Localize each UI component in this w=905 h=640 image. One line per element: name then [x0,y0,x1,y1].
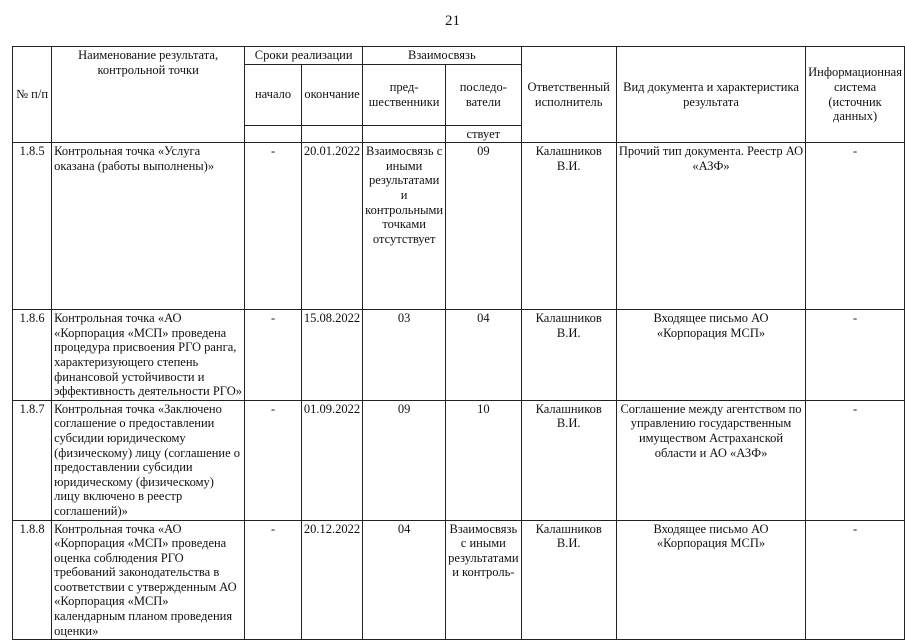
table-row [13,520,905,640]
row-predecessors: 04 [363,520,446,640]
row-end: 15.08.2022 [301,310,362,401]
row-start: - [245,143,302,310]
carry-empty-start [245,125,302,143]
table-row [13,310,905,401]
row-start: - [245,310,302,401]
header-relation: Взаимосвязь [363,47,521,65]
row-info-system: - [806,400,905,520]
row-predecessors: Взаимосвязь с иными результатами и контрольными точками отсутствует [363,143,446,310]
row-info-system: - [806,310,905,401]
table-row [13,400,905,520]
row-info-system: - [806,520,905,640]
header-name: Наименование результата, контрольной точки [52,47,245,143]
row-doc-type: Соглашение между агентством по управлению государственным имуществом Астраханской области и АО «АЗФ» [616,400,805,520]
row-name: Контрольная точка «Заключено соглашение о предоставлении субсидии юридическому (физическому) лицу (соглашение о предоставлении субсидии юридическому (физическому) лицу включено в реестр соглашений)» [52,400,245,520]
carry-empty-end [301,125,362,143]
row-name: Контрольная точка «Услуга оказана (работы выполнены)» [52,143,245,310]
row-num: 1.8.8 [13,520,52,640]
carry-empty-pred [363,125,446,143]
row-info-system: - [806,143,905,310]
row-start: - [245,520,302,640]
row-end: 20.12.2022 [301,520,362,640]
row-predecessors: 09 [363,400,446,520]
row-responsible: Калашников В.И. [521,400,616,520]
header-row-1 [13,47,905,65]
row-successors: Взаимосвязь с иными результатами и контроль- [446,520,521,640]
row-successors: 09 [446,143,521,310]
row-name: Контрольная точка «АО «Корпорация «МСП» проведена оценка соблюдения РГО требований законодательства в соответствии с утвержденным АО «Корпорация «МСП» календарным планом проведения оценки» [52,520,245,640]
row-doc-type: Входящее письмо АО «Корпорация МСП» [616,520,805,640]
row-successors: 10 [446,400,521,520]
header-predecessors: пред-шественники [363,64,446,125]
carry-over-text: ствует [446,125,521,143]
header-terms: Сроки реализации [245,47,363,65]
row-num: 1.8.7 [13,400,52,520]
header-num: № п/п [13,47,52,143]
row-responsible: Калашников В.И. [521,310,616,401]
page-number: 21 [445,13,460,29]
row-successors: 04 [446,310,521,401]
row-start: - [245,400,302,520]
header-successors: последо-ватели [446,64,521,125]
row-end: 20.01.2022 [301,143,362,310]
row-doc-type: Входящее письмо АО «Корпорация МСП» [616,310,805,401]
header-start: начало [245,64,302,125]
row-doc-type: Прочий тип документа. Реестр АО «АЗФ» [616,143,805,310]
row-name: Контрольная точка «АО «Корпорация «МСП» проведена процедура присвоения РГО ранга, характеризующего степень финансовой устойчивости и эффективность деятельности РГО» [52,310,245,401]
row-responsible: Калашников В.И. [521,143,616,310]
header-doc-type: Вид документа и характеристика результата [616,47,805,143]
row-predecessors: 03 [363,310,446,401]
header-end: окончание [301,64,362,125]
row-num: 1.8.6 [13,310,52,401]
header-responsible: Ответственный исполнитель [521,47,616,143]
row-num: 1.8.5 [13,143,52,310]
row-responsible: Калашников В.И. [521,520,616,640]
row-end: 01.09.2022 [301,400,362,520]
header-info-system: Информационная система (источник данных) [806,47,905,143]
control-points-table [12,46,905,640]
table-row [13,143,905,310]
